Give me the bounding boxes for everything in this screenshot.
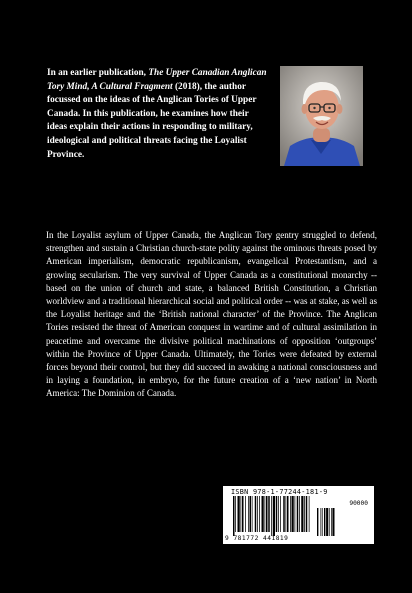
price-code: 90000 [349, 500, 368, 507]
barcode-bars [227, 496, 335, 536]
isbn-label: ISBN 978-1-77244-181-9 [231, 488, 328, 496]
bio-intro: In an earlier publication, [47, 68, 149, 78]
blurb-paragraph: In the Loyalist asylum of Upper Canada, the Anglican Tory gentry struggled to defend, strengthen and sustain a Christian church-state polity against the ominous threats posed by American imperialism, democratic republicanism, evangelical Protestantism, and a growing secularism. The very survival of Upper Canada as a constitutional monarchy -- based on the union of church and state, a balanced British Constitution, a Christian worldview and a traditional hierarchical social and political order -- was at stake, as well as the Loyalist heritage and the ‘British national character’ of the Province. The Anglican Tories resisted the threat of American conquest in wartime and of cultural assimilation in peacetime and overcame the divisive political machinations of opposition ‘outgroups’ within the Province of Upper Canada. Ultimately, the Tories were defeated by external forces beyond their control, but they did succeed in awaking a national consciousness and in laying a foundation, in embryo, for the future creation of a ‘new nation’ in North America: The Dominion of Canada. [46, 230, 377, 399]
back-cover-blurb [46, 229, 377, 401]
author-photo [280, 66, 363, 166]
bio-rest: (2018), the author focussed on the ideas of the Anglican Tories of Upper Canada. In this publication, he examines how their ideas explain their actions in responding to military, ideological and political threats facing the Loyalist Province. [47, 81, 257, 160]
isbn-barcode [223, 486, 374, 544]
previous-book-title: The Upper Canadian Anglican Tory Mind, A Cultural Fragment [47, 68, 267, 92]
isbn-digits: 9 781772 441819 [225, 535, 289, 542]
author-bio [47, 67, 269, 162]
